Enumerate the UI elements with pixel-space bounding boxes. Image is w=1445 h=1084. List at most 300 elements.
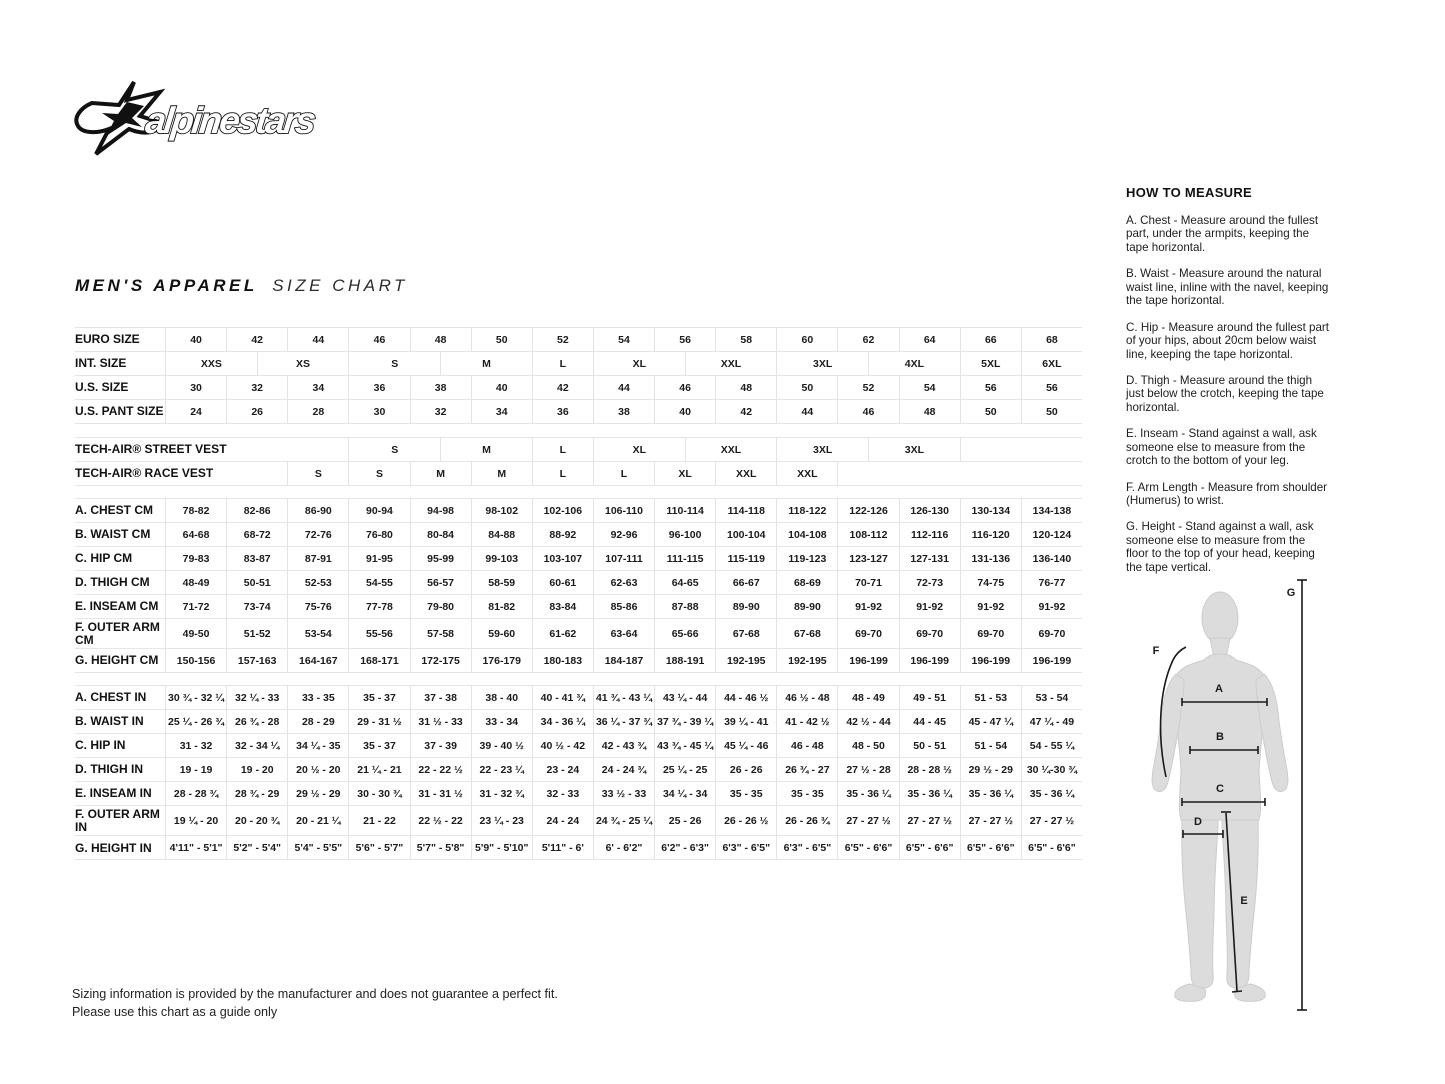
size-cell: 106-110 xyxy=(593,499,654,522)
size-cell: 44 - 46 ½ xyxy=(715,686,776,709)
size-cell: 192-195 xyxy=(776,649,837,672)
size-cell: 59-60 xyxy=(471,619,532,648)
size-cell: 24 - 24 ¾ xyxy=(593,758,654,781)
size-cell: L xyxy=(532,352,593,375)
size-cell: 120-124 xyxy=(1021,523,1082,546)
size-cell: 33 - 34 xyxy=(471,710,532,733)
size-cell: 39 - 40 ½ xyxy=(471,734,532,757)
how-to-measure-heading: HOW TO MEASURE xyxy=(1126,185,1253,200)
size-cell: 98-102 xyxy=(471,499,532,522)
size-cell: 45 ¼ - 46 xyxy=(715,734,776,757)
size-cell: 28 - 29 xyxy=(287,710,348,733)
size-cell: 21 - 22 xyxy=(348,806,409,835)
size-cell: 68-72 xyxy=(226,523,287,546)
size-cell: 37 ¾ - 39 ¼ xyxy=(654,710,715,733)
how-to-measure-item: A. Chest - Measure around the fullest part, under the armpits, keeping the tape horizontal. xyxy=(1126,214,1319,254)
size-cell: L xyxy=(532,462,593,485)
size-cell: L xyxy=(532,438,593,461)
page-title-sub: SIZE CHART xyxy=(272,276,408,295)
size-cell: 53 - 54 xyxy=(1021,686,1082,709)
size-cell: 41 - 42 ½ xyxy=(776,710,837,733)
size-cell: 58 xyxy=(715,328,776,351)
table-row xyxy=(75,805,1082,835)
size-cell: 51 - 54 xyxy=(960,734,1021,757)
size-cell: 74-75 xyxy=(960,571,1021,594)
size-cell: 37 - 38 xyxy=(410,686,471,709)
size-cell: M xyxy=(471,462,532,485)
size-cell: 28 - 28 ¾ xyxy=(165,782,226,805)
size-cell: 58-59 xyxy=(471,571,532,594)
size-cell: 54 xyxy=(899,376,960,399)
table-row xyxy=(75,375,1082,399)
table-row xyxy=(75,570,1082,594)
size-cell: 72-76 xyxy=(287,523,348,546)
size-cell: 61-62 xyxy=(532,619,593,648)
size-cell: 30 xyxy=(165,376,226,399)
size-cell: 46 - 48 xyxy=(776,734,837,757)
size-cell: 91-92 xyxy=(960,595,1021,618)
size-cell: 85-86 xyxy=(593,595,654,618)
size-cell: 35 - 36 ¼ xyxy=(837,782,898,805)
label-height: G xyxy=(1286,587,1296,599)
size-cell: 6'3" - 6'5" xyxy=(776,836,837,859)
size-cell: 83-87 xyxy=(226,547,287,570)
size-cell: 52 xyxy=(837,376,898,399)
empty-cell xyxy=(960,438,1082,461)
size-cell: 35 - 36 ¼ xyxy=(960,782,1021,805)
size-cell: 35 - 37 xyxy=(348,686,409,709)
size-cell: 50 - 51 xyxy=(899,734,960,757)
table-spacer xyxy=(75,673,1082,685)
size-cell: 29 ½ - 29 xyxy=(287,782,348,805)
size-cell: 83-84 xyxy=(532,595,593,618)
row-label: F. OUTER ARM IN xyxy=(75,807,160,834)
size-cell: 28 ¾ - 29 xyxy=(226,782,287,805)
size-cell: 22 - 23 ¼ xyxy=(471,758,532,781)
size-cell: 20 - 20 ¾ xyxy=(226,806,287,835)
size-cell: 3XL xyxy=(776,352,868,375)
size-cell: 122-126 xyxy=(837,499,898,522)
size-cell: 25 - 26 xyxy=(654,806,715,835)
size-cell: XXS xyxy=(165,352,257,375)
size-cell: 35 - 36 ¼ xyxy=(1021,782,1082,805)
size-cell: 44 xyxy=(593,376,654,399)
size-cell: 5'2" - 5'4" xyxy=(226,836,287,859)
size-cell: 51-52 xyxy=(226,619,287,648)
size-cell: 42 ½ - 44 xyxy=(837,710,898,733)
size-cell: 81-82 xyxy=(471,595,532,618)
size-cell: 150-156 xyxy=(165,649,226,672)
size-cell: 99-103 xyxy=(471,547,532,570)
footer-line-2: Please use this chart as a guide only xyxy=(72,1005,278,1020)
size-cell: 4'11" - 5'1" xyxy=(165,836,226,859)
size-cell: 5'4" - 5'5" xyxy=(287,836,348,859)
size-cell: S xyxy=(348,352,440,375)
table-row xyxy=(75,399,1082,424)
size-cell: 79-80 xyxy=(410,595,471,618)
size-cell: 104-108 xyxy=(776,523,837,546)
size-cell: 28 xyxy=(287,400,348,423)
row-label: D. THIGH IN xyxy=(75,762,143,777)
row-label: B. WAIST IN xyxy=(75,714,144,729)
size-cell: 52-53 xyxy=(287,571,348,594)
size-cell: 32 xyxy=(410,400,471,423)
size-cell: 119-123 xyxy=(776,547,837,570)
size-cell: 114-118 xyxy=(715,499,776,522)
size-cell: 127-131 xyxy=(899,547,960,570)
size-cell: 76-80 xyxy=(348,523,409,546)
size-cell: 63-64 xyxy=(593,619,654,648)
size-cell: 24 - 24 xyxy=(532,806,593,835)
size-cell: 35 - 37 xyxy=(348,734,409,757)
size-cell: 46 xyxy=(654,376,715,399)
row-label: TECH-AIR® STREET VEST xyxy=(75,442,227,457)
size-cell: 62 xyxy=(837,328,898,351)
size-cell: 33 ½ - 33 xyxy=(593,782,654,805)
size-cell: 31 - 32 ¾ xyxy=(471,782,532,805)
size-cell: 5'7" - 5'8" xyxy=(410,836,471,859)
size-cell: 24 xyxy=(165,400,226,423)
size-cell: 30 xyxy=(348,400,409,423)
size-cell: 91-92 xyxy=(899,595,960,618)
body-silhouette xyxy=(1152,592,1288,1001)
size-cell: 6'5" - 6'6" xyxy=(899,836,960,859)
size-cell: 54 - 55 ¼ xyxy=(1021,734,1082,757)
size-cell: 89-90 xyxy=(715,595,776,618)
size-cell: 107-111 xyxy=(593,547,654,570)
size-cell: 123-127 xyxy=(837,547,898,570)
empty-cell xyxy=(837,462,1082,485)
brand-wordmark: alpinestars xyxy=(143,99,316,141)
size-cell: 24 ¾ - 25 ¼ xyxy=(593,806,654,835)
size-cell: 40 xyxy=(471,376,532,399)
size-cell: 56 xyxy=(1021,376,1082,399)
size-cell: 50 xyxy=(471,328,532,351)
size-cell: 164-167 xyxy=(287,649,348,672)
size-cell: 20 - 21 ¼ xyxy=(287,806,348,835)
size-cell: 67-68 xyxy=(776,619,837,648)
size-cell: 33 - 35 xyxy=(287,686,348,709)
size-cell: S xyxy=(287,462,348,485)
size-cell: 5'6" - 5'7" xyxy=(348,836,409,859)
size-cell: 3XL xyxy=(776,438,868,461)
size-cell: M xyxy=(410,462,471,485)
size-cell: 108-112 xyxy=(837,523,898,546)
size-cell: 56 xyxy=(654,328,715,351)
size-cell: 66 xyxy=(960,328,1021,351)
size-cell: 70-71 xyxy=(837,571,898,594)
size-cell: 31 ½ - 33 xyxy=(410,710,471,733)
size-cell: 26 ¾ - 28 xyxy=(226,710,287,733)
size-cell: XXL xyxy=(685,352,777,375)
how-to-measure-item: F. Arm Length - Measure from shoulder (Humerus) to wrist. xyxy=(1126,480,1328,507)
size-cell: 116-120 xyxy=(960,523,1021,546)
size-cell: 38 xyxy=(593,400,654,423)
table-row xyxy=(75,327,1082,351)
size-cell: 196-199 xyxy=(837,649,898,672)
size-cell: 5'9" - 5'10" xyxy=(471,836,532,859)
size-cell: 42 - 43 ¾ xyxy=(593,734,654,757)
size-cell: 6' - 6'2" xyxy=(593,836,654,859)
size-cell: 49 - 51 xyxy=(899,686,960,709)
size-cell: 6'3" - 6'5" xyxy=(715,836,776,859)
size-cell: 60 xyxy=(776,328,837,351)
row-label: E. INSEAM IN xyxy=(75,786,152,801)
size-cell: 56 xyxy=(960,376,1021,399)
table-spacer xyxy=(75,486,1082,498)
size-cell: 172-175 xyxy=(410,649,471,672)
size-cell: 44 xyxy=(776,400,837,423)
size-cell: 34 ¼ - 34 xyxy=(654,782,715,805)
size-cell: 29 - 31 ½ xyxy=(348,710,409,733)
size-cell: 168-171 xyxy=(348,649,409,672)
size-cell: 75-76 xyxy=(287,595,348,618)
size-cell: 77-78 xyxy=(348,595,409,618)
size-cell: 32 - 33 xyxy=(532,782,593,805)
size-cell: 44 - 45 xyxy=(899,710,960,733)
size-cell: 52 xyxy=(532,328,593,351)
size-cell: 50 xyxy=(776,376,837,399)
alpinestars-logo xyxy=(72,80,328,162)
size-cell: 6'5" - 6'6" xyxy=(837,836,898,859)
size-cell: 34 - 36 ¼ xyxy=(532,710,593,733)
size-cell: 86-90 xyxy=(287,499,348,522)
size-cell: 56-57 xyxy=(410,571,471,594)
size-cell: 43 ¼ - 44 xyxy=(654,686,715,709)
row-label: F. OUTER ARM CM xyxy=(75,620,160,647)
table-row xyxy=(75,757,1082,781)
size-cell: 46 xyxy=(837,400,898,423)
how-to-list xyxy=(1126,214,1330,574)
size-cell: 22 - 22 ½ xyxy=(410,758,471,781)
size-cell: 134-138 xyxy=(1021,499,1082,522)
size-cell: 20 ½ - 20 xyxy=(287,758,348,781)
size-cell: 38 xyxy=(410,376,471,399)
size-cell: 36 xyxy=(532,400,593,423)
label-thigh: D xyxy=(1194,816,1202,828)
size-cell: 42 xyxy=(715,400,776,423)
label-arm: F xyxy=(1152,645,1160,657)
size-cell: 66-67 xyxy=(715,571,776,594)
size-cell: 68 xyxy=(1021,328,1082,351)
size-cell: 31 - 32 xyxy=(165,734,226,757)
size-cell: 48 xyxy=(715,376,776,399)
page-title-main: MEN'S APPAREL xyxy=(75,276,258,295)
size-cell: 31 - 31 ½ xyxy=(410,782,471,805)
size-cell: 69-70 xyxy=(1021,619,1082,648)
table-row xyxy=(75,351,1082,375)
size-cell: 79-83 xyxy=(165,547,226,570)
size-cell: 60-61 xyxy=(532,571,593,594)
row-label: C. HIP IN xyxy=(75,738,126,753)
size-cell: XL xyxy=(593,352,685,375)
size-cell: 23 - 24 xyxy=(532,758,593,781)
row-label: E. INSEAM CM xyxy=(75,599,159,614)
row-label: G. HEIGHT CM xyxy=(75,653,159,668)
size-cell: 27 - 27 ½ xyxy=(837,806,898,835)
size-cell: 91-92 xyxy=(1021,595,1082,618)
table-row xyxy=(75,685,1082,709)
size-cell: 32 xyxy=(226,376,287,399)
size-cell: M xyxy=(440,438,532,461)
size-cell: 48 xyxy=(410,328,471,351)
size-cell: L xyxy=(593,462,654,485)
size-cell: 32 - 34 ¼ xyxy=(226,734,287,757)
size-cell: 50-51 xyxy=(226,571,287,594)
how-to-measure-item: G. Height - Stand against a wall, ask someone else to measure from the floor to the top of your head, keeping the tape vertical. xyxy=(1126,520,1315,574)
size-cell: 35 - 35 xyxy=(715,782,776,805)
size-cell: 48-49 xyxy=(165,571,226,594)
size-cell: 50 xyxy=(960,400,1021,423)
size-cell: 57-58 xyxy=(410,619,471,648)
size-cell: 87-91 xyxy=(287,547,348,570)
size-cell: 47 ¼ - 49 xyxy=(1021,710,1082,733)
row-label: C. HIP CM xyxy=(75,551,133,566)
size-cell: 96-100 xyxy=(654,523,715,546)
table-row xyxy=(75,709,1082,733)
size-cell: XXL xyxy=(685,438,777,461)
size-cell: 26 - 26 xyxy=(715,758,776,781)
size-cell: 131-136 xyxy=(960,547,1021,570)
height-measure-line xyxy=(1297,580,1307,1010)
size-cell: 30 ¼-30 ¾ xyxy=(1021,758,1082,781)
size-cell: 39 ¼ - 41 xyxy=(715,710,776,733)
size-cell: M xyxy=(440,352,532,375)
size-cell: 76-77 xyxy=(1021,571,1082,594)
row-label: TECH-AIR® RACE VEST xyxy=(75,466,214,481)
table-row xyxy=(75,781,1082,805)
size-cell: 110-114 xyxy=(654,499,715,522)
size-cell: XS xyxy=(257,352,349,375)
size-cell: 35 - 35 xyxy=(776,782,837,805)
how-to-measure-panel xyxy=(1126,185,1330,587)
size-cell: 115-119 xyxy=(715,547,776,570)
row-label: B. WAIST CM xyxy=(75,527,151,542)
size-cell: 27 - 27 ½ xyxy=(1021,806,1082,835)
page-title xyxy=(75,276,408,296)
size-cell: 196-199 xyxy=(899,649,960,672)
size-cell: 73-74 xyxy=(226,595,287,618)
table-row xyxy=(75,835,1082,860)
row-label: U.S. PANT SIZE xyxy=(75,404,164,419)
size-cell: 102-106 xyxy=(532,499,593,522)
size-cell: 49-50 xyxy=(165,619,226,648)
size-cell: 35 - 36 ¼ xyxy=(899,782,960,805)
size-cell: 30 - 30 ¾ xyxy=(348,782,409,805)
size-cell: 19 - 20 xyxy=(226,758,287,781)
label-inseam: E xyxy=(1240,895,1248,907)
size-cell: 28 - 28 ½ xyxy=(899,758,960,781)
size-cell: 6'5" - 6'6" xyxy=(960,836,1021,859)
table-row xyxy=(75,546,1082,570)
size-cell: 111-115 xyxy=(654,547,715,570)
size-cell: 25 ¼ - 25 xyxy=(654,758,715,781)
size-cell: 44 xyxy=(287,328,348,351)
size-cell: 5XL xyxy=(960,352,1021,375)
size-cell: 126-130 xyxy=(899,499,960,522)
size-cell: 54-55 xyxy=(348,571,409,594)
size-cell: 65-66 xyxy=(654,619,715,648)
size-cell: 196-199 xyxy=(1021,649,1082,672)
label-waist: B xyxy=(1216,731,1224,743)
size-cell: 42 xyxy=(226,328,287,351)
size-cell: 40 xyxy=(654,400,715,423)
size-cell: 78-82 xyxy=(165,499,226,522)
how-to-measure-item: B. Waist - Measure around the natural waist line, inline with the navel, keeping the tape horizontal. xyxy=(1126,267,1329,308)
size-cell: 92-96 xyxy=(593,523,654,546)
size-cell: 80-84 xyxy=(410,523,471,546)
size-cell: 130-134 xyxy=(960,499,1021,522)
how-to-measure-item: E. Inseam - Stand against a wall, ask someone else to measure from the crotch to the bottom of your leg. xyxy=(1126,427,1317,468)
size-cell: S xyxy=(348,462,409,485)
size-cell: 19 - 19 xyxy=(165,758,226,781)
size-cell: 68-69 xyxy=(776,571,837,594)
footer-note xyxy=(72,985,558,1022)
size-cell: 3XL xyxy=(868,438,960,461)
size-cell: 136-140 xyxy=(1021,547,1082,570)
size-cell: 196-199 xyxy=(960,649,1021,672)
row-label: U.S. SIZE xyxy=(75,380,129,395)
size-cell: XXL xyxy=(715,462,776,485)
size-cell: 29 ½ - 29 xyxy=(960,758,1021,781)
row-label: G. HEIGHT IN xyxy=(75,840,152,855)
size-cell: 69-70 xyxy=(837,619,898,648)
size-cell: 69-70 xyxy=(899,619,960,648)
size-cell: 23 ¼ - 23 xyxy=(471,806,532,835)
size-cell: 184-187 xyxy=(593,649,654,672)
size-cell: 72-73 xyxy=(899,571,960,594)
size-cell: 38 - 40 xyxy=(471,686,532,709)
size-cell: XL xyxy=(593,438,685,461)
size-cell: 27 - 27 ½ xyxy=(899,806,960,835)
size-cell: 91-95 xyxy=(348,547,409,570)
size-cell: 48 - 49 xyxy=(837,686,898,709)
size-cell: 89-90 xyxy=(776,595,837,618)
row-label: D. THIGH CM xyxy=(75,575,150,590)
size-cell: 6XL xyxy=(1021,352,1082,375)
size-cell: 82-86 xyxy=(226,499,287,522)
how-to-measure-item: C. Hip - Measure around the fullest part of your hips, about 20cm below waist line, keeping the tape horizontal. xyxy=(1126,320,1329,361)
size-cell: 26 - 26 ¾ xyxy=(776,806,837,835)
size-cell: 19 ¼ - 20 xyxy=(165,806,226,835)
size-chart-table xyxy=(75,327,1082,860)
label-hip: C xyxy=(1216,783,1224,795)
size-cell: 40 - 41 ¾ xyxy=(532,686,593,709)
size-cell: 26 ¾ - 27 xyxy=(776,758,837,781)
size-cell: 6'2" - 6'3" xyxy=(654,836,715,859)
size-cell: 21 ¼ - 21 xyxy=(348,758,409,781)
empty-cell xyxy=(165,438,348,461)
size-cell: 50 xyxy=(1021,400,1082,423)
row-label: A. CHEST CM xyxy=(75,503,153,518)
size-cell: XXL xyxy=(776,462,837,485)
table-row xyxy=(75,437,1082,461)
size-cell: 32 ¼ - 33 xyxy=(226,686,287,709)
empty-cell xyxy=(165,462,287,485)
size-cell: S xyxy=(348,438,440,461)
size-cell: 157-163 xyxy=(226,649,287,672)
size-cell: 48 - 50 xyxy=(837,734,898,757)
size-cell: 71-72 xyxy=(165,595,226,618)
size-cell: 88-92 xyxy=(532,523,593,546)
size-cell: 36 ¼ - 37 ¾ xyxy=(593,710,654,733)
size-cell: 62-63 xyxy=(593,571,654,594)
size-cell: 103-107 xyxy=(532,547,593,570)
size-cell: 48 xyxy=(899,400,960,423)
size-cell: 40 xyxy=(165,328,226,351)
size-cell: 90-94 xyxy=(348,499,409,522)
size-cell: 87-88 xyxy=(654,595,715,618)
